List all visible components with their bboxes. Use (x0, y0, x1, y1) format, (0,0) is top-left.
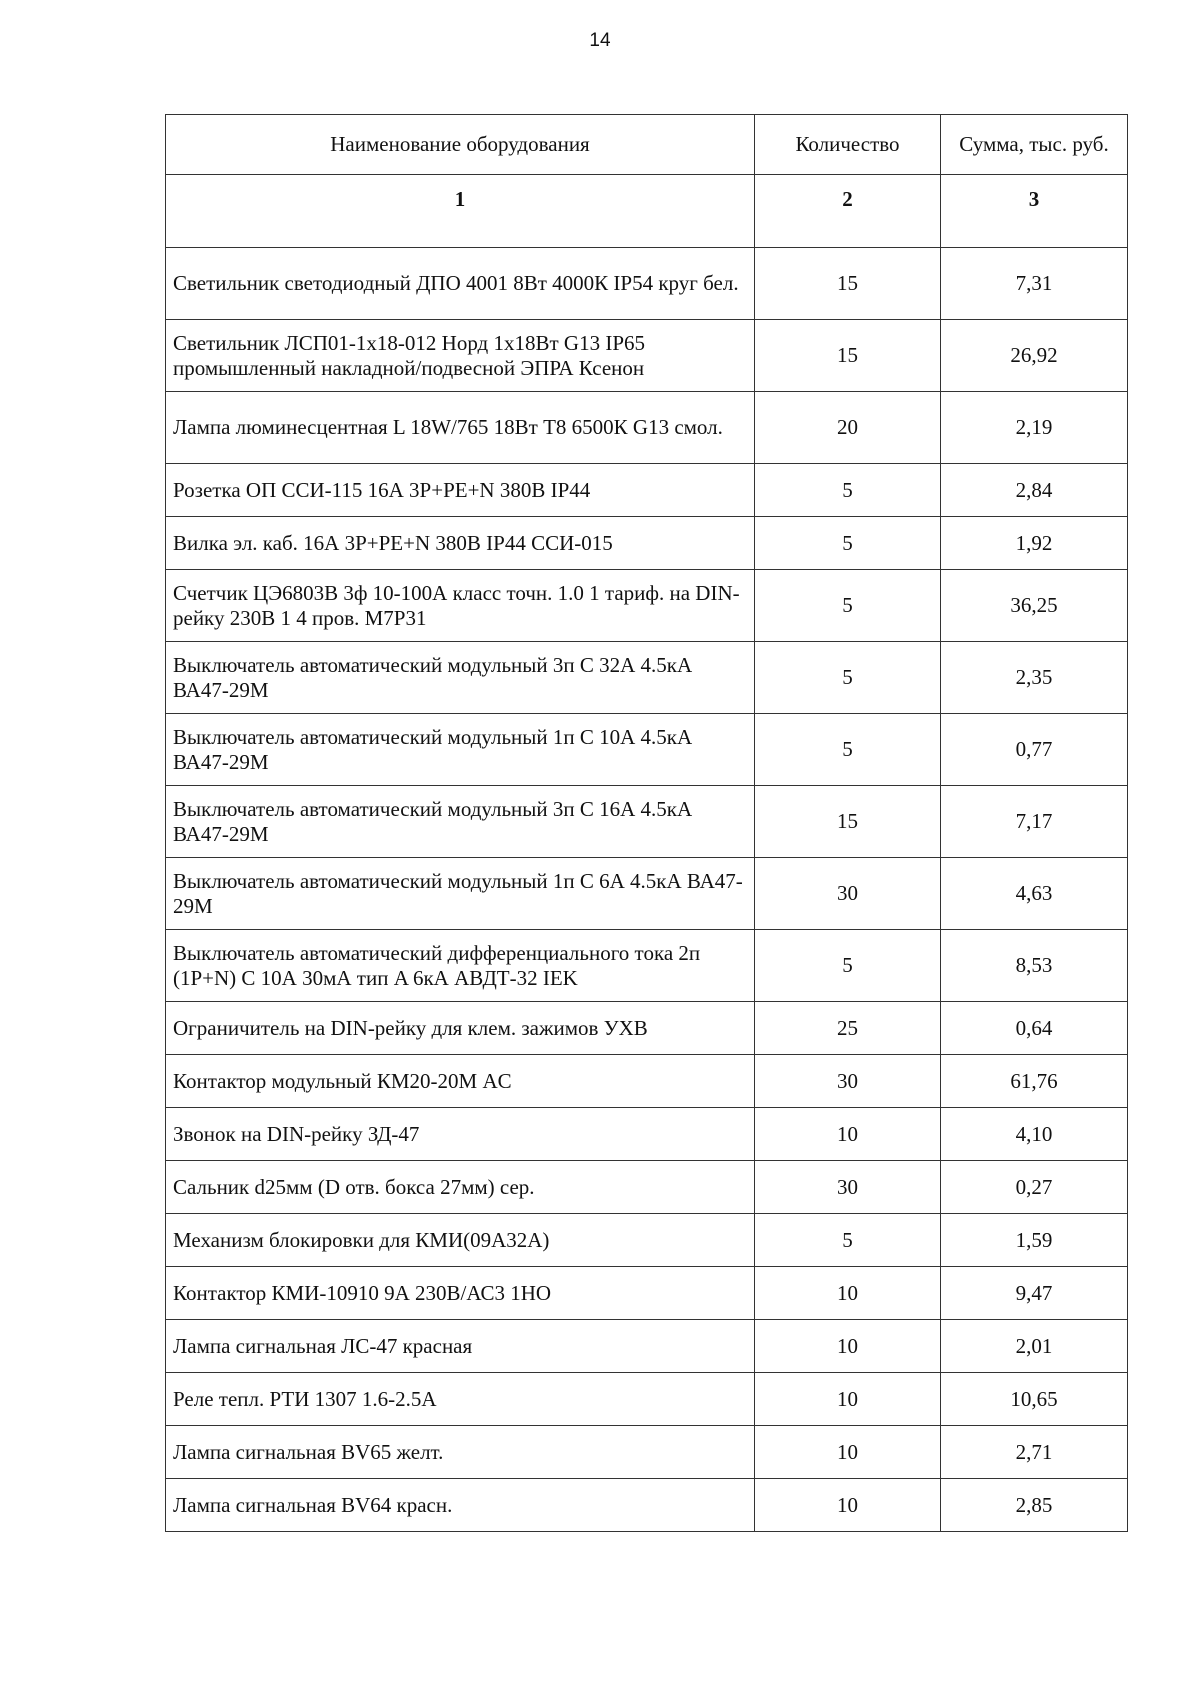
equipment-sum: 26,92 (941, 320, 1128, 392)
equipment-name: Выключатель автоматический модульный 3п С 32А 4.5кА ВА47-29М (166, 642, 755, 714)
equipment-name: Лампа сигнальная BV65 желт. (166, 1426, 755, 1479)
table-row (166, 392, 1128, 464)
table-row (166, 1373, 1128, 1426)
column-number-2: 2 (755, 175, 941, 248)
equipment-quantity: 30 (755, 1161, 941, 1214)
equipment-quantity: 10 (755, 1426, 941, 1479)
equipment-name: Счетчик ЦЭ6803В 3ф 10-100А класс точн. 1.0 1 тариф. на DIN-рейку 230В 1 4 пров. М7Р31 (166, 570, 755, 642)
equipment-sum: 0,77 (941, 714, 1128, 786)
equipment-name: Ограничитель на DIN-рейку для клем. зажимов УХВ (166, 1002, 755, 1055)
equipment-name: Выключатель автоматический модульный 1п С 10А 4.5кА ВА47-29М (166, 714, 755, 786)
table-row (166, 642, 1128, 714)
equipment-name: Механизм блокировки для КМИ(09А32А) (166, 1214, 755, 1267)
equipment-quantity: 5 (755, 714, 941, 786)
equipment-table (165, 114, 1128, 1532)
equipment-name: Звонок на DIN-рейку ЗД-47 (166, 1108, 755, 1161)
table-row (166, 1267, 1128, 1320)
table-row (166, 858, 1128, 930)
equipment-quantity: 15 (755, 248, 941, 320)
table-row (166, 714, 1128, 786)
equipment-sum: 36,25 (941, 570, 1128, 642)
equipment-name: Выключатель автоматический модульный 1п С 6А 4.5кА ВА47-29М (166, 858, 755, 930)
table-row (166, 1426, 1128, 1479)
equipment-quantity: 10 (755, 1320, 941, 1373)
equipment-sum: 2,35 (941, 642, 1128, 714)
equipment-sum: 2,71 (941, 1426, 1128, 1479)
equipment-quantity: 5 (755, 570, 941, 642)
equipment-quantity: 5 (755, 464, 941, 517)
table-row (166, 1055, 1128, 1108)
equipment-sum: 7,17 (941, 786, 1128, 858)
header-sum: Сумма, тыс. руб. (941, 115, 1128, 175)
equipment-name: Лампа люминесцентная L 18W/765 18Вт T8 6500К G13 смол. (166, 392, 755, 464)
table-row (166, 930, 1128, 1002)
header-quantity: Количество (755, 115, 941, 175)
table-row (166, 1161, 1128, 1214)
equipment-name: Розетка ОП ССИ-115 16А 3Р+РЕ+N 380В IP44 (166, 464, 755, 517)
column-number-1: 1 (166, 175, 755, 248)
equipment-quantity: 10 (755, 1108, 941, 1161)
equipment-sum: 61,76 (941, 1055, 1128, 1108)
equipment-quantity: 10 (755, 1373, 941, 1426)
equipment-sum: 2,01 (941, 1320, 1128, 1373)
equipment-sum: 8,53 (941, 930, 1128, 1002)
equipment-quantity: 10 (755, 1267, 941, 1320)
equipment-sum: 4,10 (941, 1108, 1128, 1161)
equipment-sum: 1,59 (941, 1214, 1128, 1267)
equipment-sum: 9,47 (941, 1267, 1128, 1320)
equipment-name: Светильник светодиодный ДПО 4001 8Вт 4000К IP54 круг бел. (166, 248, 755, 320)
equipment-sum: 0,64 (941, 1002, 1128, 1055)
equipment-sum: 2,19 (941, 392, 1128, 464)
equipment-name: Выключатель автоматический модульный 3п С 16А 4.5кА ВА47-29М (166, 786, 755, 858)
table-row (166, 248, 1128, 320)
equipment-name: Контактор КМИ-10910 9А 230В/АС3 1НО (166, 1267, 755, 1320)
equipment-quantity: 30 (755, 858, 941, 930)
equipment-quantity: 15 (755, 320, 941, 392)
table-row (166, 1320, 1128, 1373)
equipment-name: Выключатель автоматический дифференциального тока 2п (1P+N) С 10А 30мА тип A 6кА АВДТ-32 IEK (166, 930, 755, 1002)
table-header-row (166, 115, 1128, 175)
table-row (166, 1479, 1128, 1532)
table-row (166, 1002, 1128, 1055)
equipment-quantity: 5 (755, 642, 941, 714)
equipment-name: Светильник ЛСП01-1х18-012 Норд 1х18Вт G13 IP65 промышленный накладной/подвесной ЭПРА Ксенон (166, 320, 755, 392)
table-row (166, 1214, 1128, 1267)
page-number: 14 (589, 30, 611, 51)
table-row (166, 320, 1128, 392)
column-number-3: 3 (941, 175, 1128, 248)
table-row (166, 517, 1128, 570)
equipment-sum: 2,84 (941, 464, 1128, 517)
equipment-quantity: 20 (755, 392, 941, 464)
table-row (166, 464, 1128, 517)
table-row (166, 786, 1128, 858)
equipment-quantity: 15 (755, 786, 941, 858)
equipment-quantity: 25 (755, 1002, 941, 1055)
table-row (166, 1108, 1128, 1161)
equipment-sum: 0,27 (941, 1161, 1128, 1214)
equipment-sum: 7,31 (941, 248, 1128, 320)
column-number-row (166, 175, 1128, 248)
equipment-name: Лампа сигнальная ЛС-47 красная (166, 1320, 755, 1373)
equipment-name: Сальник d25мм (D отв. бокса 27мм) сер. (166, 1161, 755, 1214)
equipment-sum: 4,63 (941, 858, 1128, 930)
equipment-sum: 2,85 (941, 1479, 1128, 1532)
equipment-quantity: 5 (755, 517, 941, 570)
header-name: Наименование оборудования (166, 115, 755, 175)
equipment-name: Вилка эл. каб. 16А 3Р+РЕ+N 380В IP44 ССИ-015 (166, 517, 755, 570)
equipment-sum: 10,65 (941, 1373, 1128, 1426)
equipment-quantity: 5 (755, 930, 941, 1002)
equipment-name: Контактор модульный КМ20-20М AC (166, 1055, 755, 1108)
equipment-sum: 1,92 (941, 517, 1128, 570)
equipment-quantity: 5 (755, 1214, 941, 1267)
equipment-name: Реле тепл. РТИ 1307 1.6-2.5А (166, 1373, 755, 1426)
table-row (166, 570, 1128, 642)
equipment-quantity: 30 (755, 1055, 941, 1108)
equipment-name: Лампа сигнальная BV64 красн. (166, 1479, 755, 1532)
equipment-quantity: 10 (755, 1479, 941, 1532)
